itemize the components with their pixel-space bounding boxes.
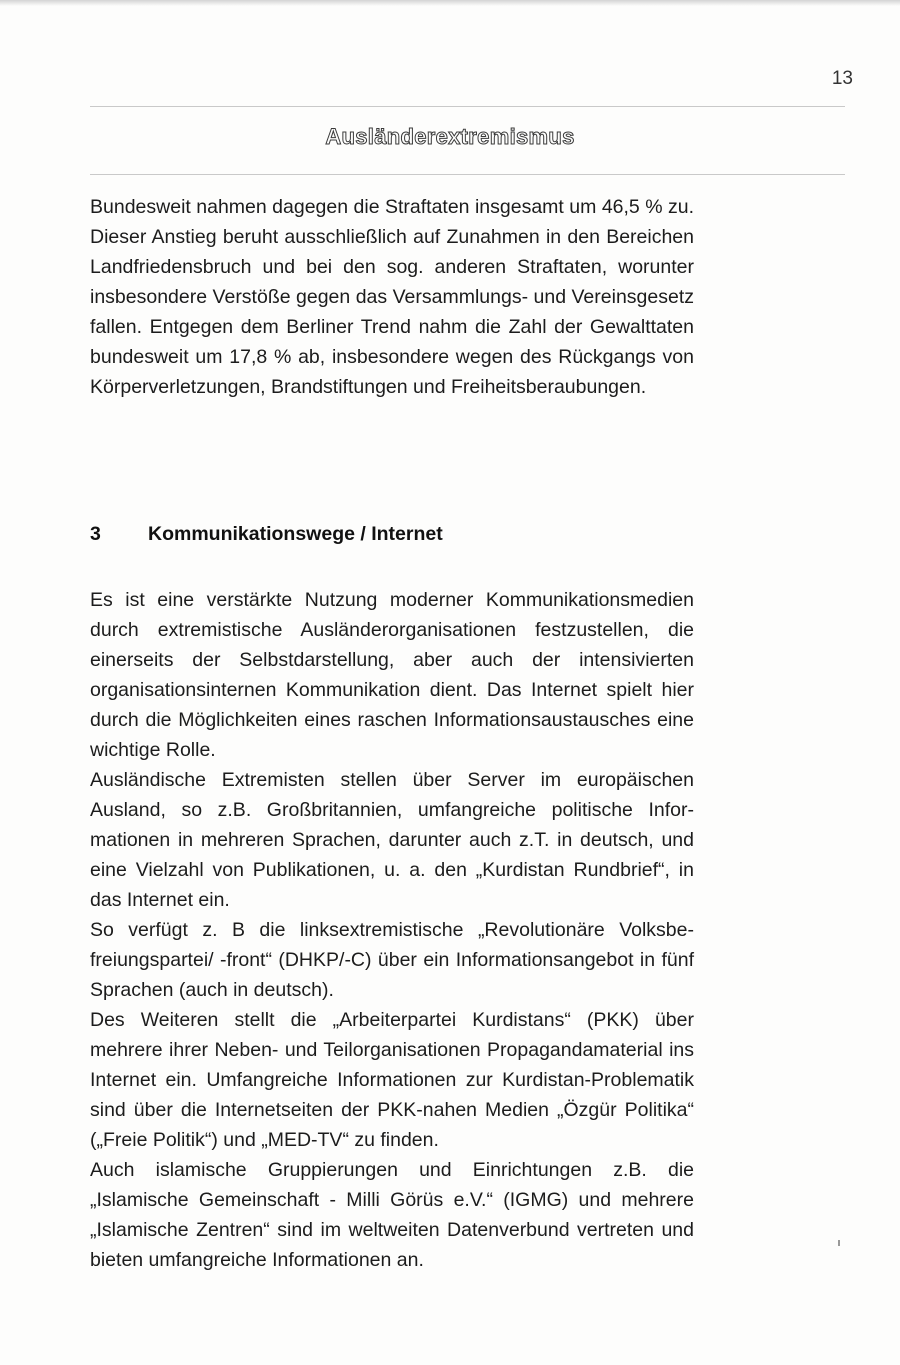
body-paragraph: Auch islamische Gruppierungen und Einrichtungen z.B. die „Islamische Gemeinschaft - Milli Görüs e.V.“ (IGMG) und mehrere „Islamische Zentren“ sind im weltweiten Datenverbund vertreten und bieten umfangreiche Informationen an. bbox=[90, 1159, 694, 1271]
body-paragraph: Ausländische Extremisten stellen über Server im europäischen Ausland, so z.B. Großbritannien, umfangreiche politische Informationen in mehreren Sprachen, darunter auch z.T. in deutsch, und eine Vielzahl von Publikationen, u. a. den „Kurdistan Rundbrief“, in das Internet ein. bbox=[90, 769, 694, 911]
body-paragraph: Des Weiteren stellt die „Arbeiterpartei Kurdistans“ (PKK) über mehrere ihrer Neben- und Teilorganisationen Propagandamaterial ins Internet ein. Umfangreiche Informationen zur Kurdistan-Problematik sind über die Internetseiten der PKK-nahen Medien „Özgür Politika“ („Freie Politik“) und „MED-TV“ zu finden. bbox=[90, 1009, 694, 1151]
section-number: 3 bbox=[90, 523, 101, 545]
scan-speck bbox=[838, 1240, 840, 1246]
body-paragraph: Es ist eine verstärkte Nutzung moderner Kommunikationsmedien durch extremistische Ausländerorganisationen festzustellen, die einerseits der Selbstdarstellung, aber auch der intensivierten organisationsinternen Kommunikation dient. Das Internet spielt hier durch die Möglichkeiten eines raschen Informationsaustausches eine wichtige Rolle. bbox=[90, 589, 694, 761]
section-title: Kommunikationswege / Internet bbox=[148, 523, 443, 545]
scan-edge bbox=[0, 0, 900, 6]
header-rule-bottom bbox=[90, 174, 845, 175]
intro-paragraph: Bundesweit nahmen dagegen die Straftaten insgesamt um 46,5 % zu. Dieser Anstieg beruht ausschließlich auf Zunahmen in den Bereichen Landfriedensbruch und bei den sog. anderen Straftaten, worunter insbesondere Verstöße gegen das Versammlungs- und Vereinsgesetz fallen. Entgegen dem Berliner Trend nahm die Zahl der Gewalttaten bundesweit um 17,8 % ab, insbesondere wegen des Rückgangs von Körperverletzungen, Brandstiftungen und Freiheitsberaubungen. bbox=[90, 196, 694, 398]
page-number: 13 bbox=[831, 68, 853, 89]
header-rule-top bbox=[90, 106, 845, 107]
section-text-block bbox=[90, 585, 694, 1275]
running-title: Ausländerextremismus bbox=[325, 124, 575, 149]
intro-text-block bbox=[90, 192, 694, 402]
body-paragraph: So verfügt z. B die linksextremistische „Revolutionäre Volksbefreiungspartei/ -front“ (DHKP/-C) über ein Informationsangebot in fünf Sprachen (auch in deutsch). bbox=[90, 919, 694, 1001]
section-heading bbox=[90, 523, 443, 546]
